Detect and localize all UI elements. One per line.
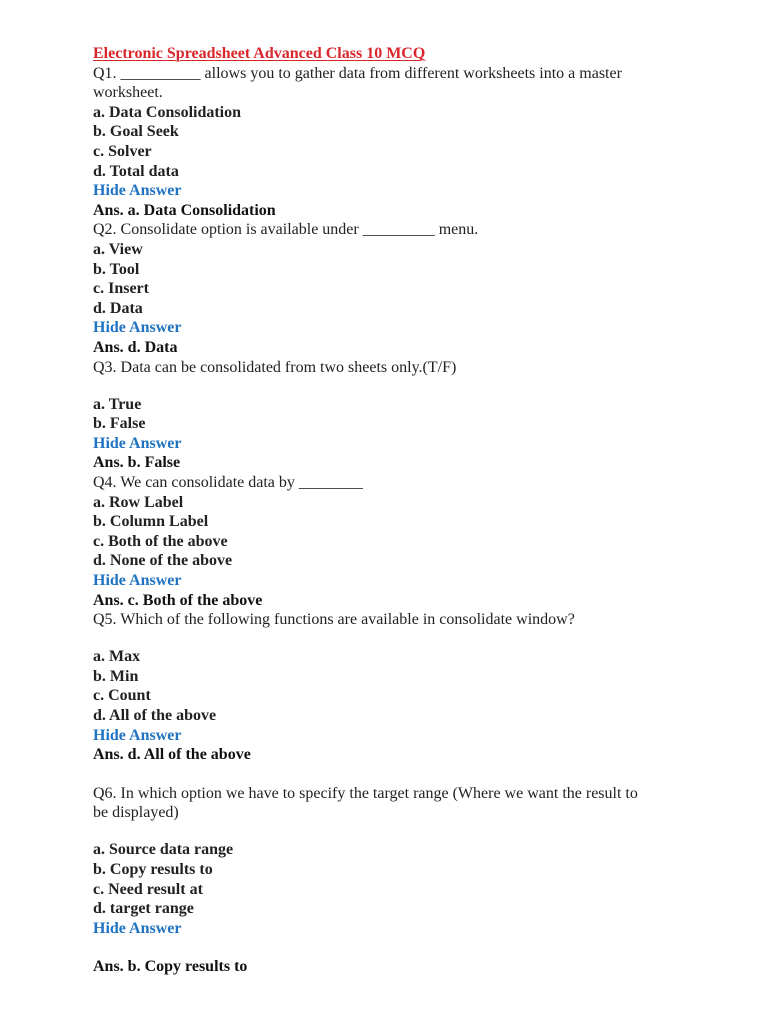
question-text: Q2. Consolidate option is available under _________ menu.: [93, 221, 479, 239]
hide-answer-link[interactable]: Hide Answer: [93, 319, 182, 337]
option-item: c. Both of the above: [93, 532, 228, 550]
question-text: Q1. __________ allows you to gather data from different worksheets into a master worksheet.: [93, 64, 622, 102]
hide-answer-link[interactable]: Hide Answer: [93, 434, 182, 452]
option-item: d. Data: [93, 299, 143, 317]
hide-answer-link[interactable]: Hide Answer: [93, 726, 182, 744]
page-title: Electronic Spreadsheet Advanced Class 10 MCQ: [93, 45, 426, 62]
option-item: b. False: [93, 415, 146, 433]
hide-answer-link[interactable]: Hide Answer: [93, 182, 182, 200]
question-text: Q6. In which option we have to specify the target range (Where we want the result to be displayed): [93, 784, 638, 822]
option-item: d. None of the above: [93, 552, 233, 570]
option-item: a. True: [93, 395, 142, 413]
option-item: d. target range: [93, 900, 194, 918]
answer-text: Ans. b. False: [93, 454, 181, 472]
option-item: c. Insert: [93, 280, 149, 298]
blank-spacer: [93, 377, 653, 395]
question-text: Q3. Data can be consolidated from two sheets only.(T/F): [93, 358, 457, 376]
question-block: [93, 220, 653, 357]
question-block: [93, 784, 653, 977]
option-item: a. Max: [93, 648, 141, 666]
question-block: [93, 64, 653, 221]
answer-text: Ans. b. Copy results to: [93, 958, 248, 976]
blank-spacer: [93, 630, 653, 648]
option-item: a. View: [93, 240, 143, 258]
option-item: b. Min: [93, 667, 139, 685]
option-item: b. Tool: [93, 260, 140, 278]
option-item: b. Copy results to: [93, 861, 213, 879]
answer-text: Ans. c. Both of the above: [93, 591, 263, 609]
option-item: c. Solver: [93, 142, 152, 160]
document-page: [93, 44, 653, 977]
answer-text: Ans. d. Data: [93, 338, 178, 356]
hide-answer-link[interactable]: Hide Answer: [93, 571, 182, 589]
question-block: [93, 610, 653, 765]
blank-spacer: [93, 765, 653, 784]
answer-text: Ans. d. All of the above: [93, 746, 251, 764]
question-text: Q4. We can consolidate data by ________: [93, 473, 363, 491]
option-item: a. Row Label: [93, 493, 184, 511]
option-item: c. Need result at: [93, 880, 203, 898]
blank-spacer: [93, 938, 653, 957]
blank-spacer: [93, 823, 653, 841]
question-block: [93, 473, 653, 610]
option-item: c. Count: [93, 687, 151, 705]
option-item: a. Source data range: [93, 841, 234, 859]
hide-answer-link[interactable]: Hide Answer: [93, 919, 182, 937]
option-item: d. All of the above: [93, 707, 217, 724]
question-block: [93, 358, 653, 473]
answer-text: Ans. a. Data Consolidation: [93, 201, 276, 219]
option-item: b. Column Label: [93, 513, 209, 531]
option-item: d. Total data: [93, 162, 179, 180]
option-item: b. Goal Seek: [93, 123, 179, 141]
question-text: Q5. Which of the following functions are available in consolidate window?: [93, 611, 575, 629]
option-item: a. Data Consolidation: [93, 103, 242, 121]
